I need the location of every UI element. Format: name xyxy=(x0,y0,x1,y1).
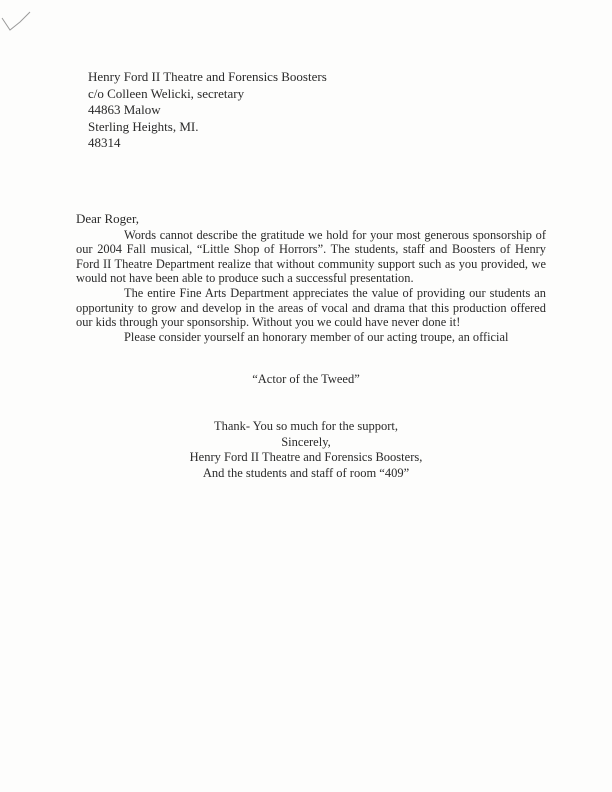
scan-corner-mark xyxy=(0,0,40,40)
closing-signature-students: And the students and staff of room “409” xyxy=(202,465,410,480)
paragraph-gratitude: Words cannot describe the gratitude we hold for your most generous sponsorship of our 2004 Fall musical, “Little Shop of Horrors”. The students, staff and Boosters of Henry Ford II Theatre Department realize that without community support such as you provided, we would not have been able to produce such a successful presentation. xyxy=(76,227,546,286)
address-line-street: 44863 Malow xyxy=(88,102,161,117)
closing-thanks: Thank- You so much for the support, xyxy=(213,419,398,433)
letter-body xyxy=(76,212,546,344)
closing-signature-org: Henry Ford II Theatre and Forensics Boosters, xyxy=(189,450,423,464)
address-line-city: Sterling Heights, MI. xyxy=(88,118,199,134)
address-line-attention: c/o Colleen Welicki, secretary xyxy=(88,85,245,101)
salutation: Dear Roger, xyxy=(76,211,140,226)
closing-block xyxy=(0,419,612,481)
paragraph-honorary: Please consider yourself an honorary member of our acting troupe, an official xyxy=(124,329,509,344)
closing-sincerely: Sincerely, xyxy=(281,434,331,449)
address-line-organization: Henry Ford II Theatre and Forensics Boosters xyxy=(88,69,327,84)
address-line-zip: 48314 xyxy=(88,135,121,150)
paragraph-fine-arts: The entire Fine Arts Department appreciates the value of providing our students an opportunity to grow and develop in the areas of vocal and drama that this production offered our kids through your sponsorship. Without you we could have never done it! xyxy=(76,285,546,330)
recipient-address xyxy=(88,69,327,152)
award-title: “Actor of the Tweed” xyxy=(252,372,360,386)
